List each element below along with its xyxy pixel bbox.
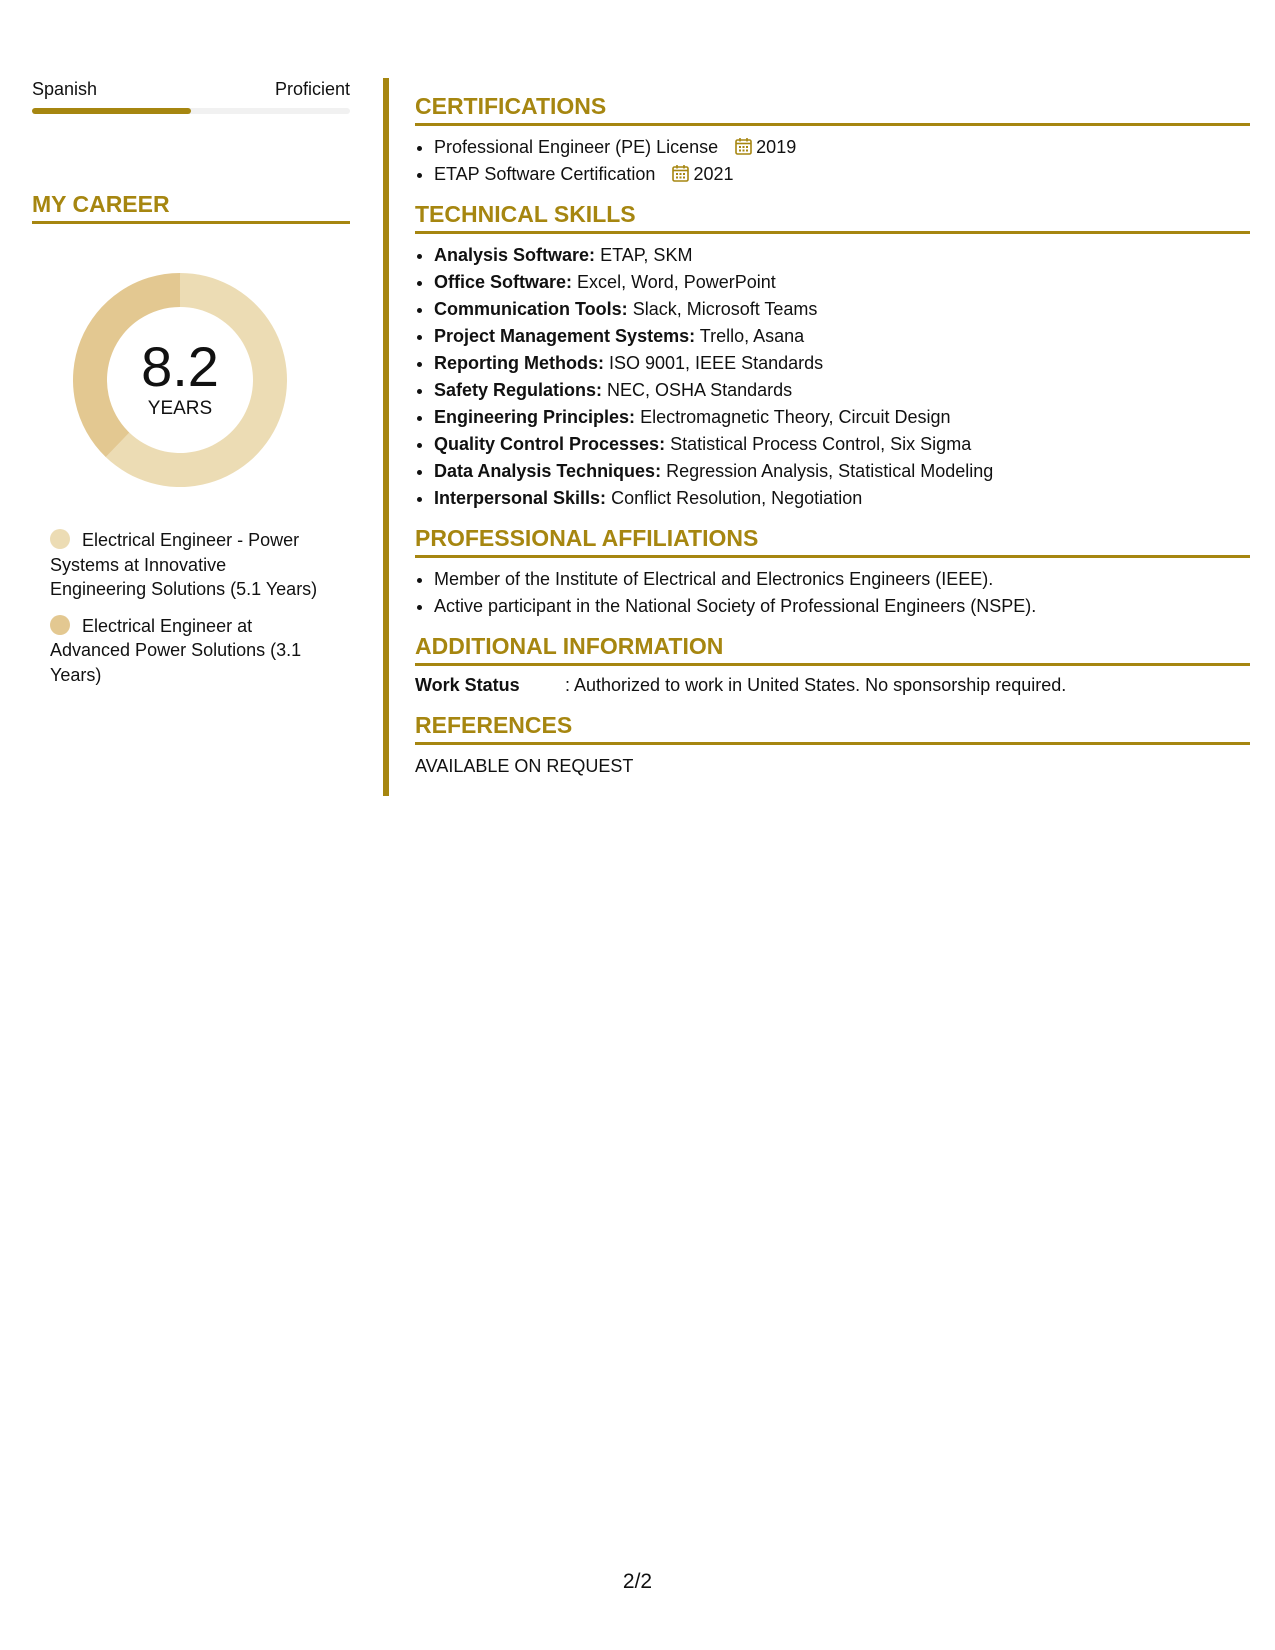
skill-label: Data Analysis Techniques: [434, 461, 662, 481]
skill-label: Project Management Systems: [434, 326, 696, 346]
skill-label: Engineering Principles: [434, 407, 636, 427]
certification-date [735, 137, 796, 157]
certification-item [434, 161, 1250, 188]
skill-value: Trello, Asana [699, 326, 805, 346]
skill-label: Communication Tools: [434, 299, 628, 319]
work-status-value: : Authorized to work in United States. No sponsorship required. [565, 675, 1067, 695]
career-total-value: 8.2 [141, 335, 219, 398]
skill-value: Regression Analysis, Statistical Modeling [666, 461, 994, 481]
affiliations-heading: PROFESSIONAL AFFILIATIONS [415, 524, 1250, 558]
career-total-unit: YEARS [147, 398, 213, 419]
skill-item [434, 485, 1250, 512]
career-legend-item [50, 614, 320, 688]
page-number: 2/2 [622, 1570, 653, 1593]
skill-item [434, 404, 1250, 431]
skill-value: Slack, Microsoft Teams [632, 299, 818, 319]
career-legend-item [50, 528, 320, 602]
affiliation-item: • Active participant in the National Society of Professional Engineers (NSPE). [434, 593, 1250, 620]
certification-year: 2019 [756, 137, 797, 157]
certification-date [672, 164, 733, 184]
additional-info-heading: ADDITIONAL INFORMATION [415, 632, 1250, 666]
career-role-label: Electrical Engineer at Advanced Power Solutions (3.1 Years) [50, 615, 302, 685]
donut-center [66, 335, 294, 420]
skill-label: Analysis Software: [434, 245, 596, 265]
skill-item [434, 350, 1250, 377]
career-heading: MY CAREER [32, 190, 350, 224]
certification-year: 2021 [693, 164, 734, 184]
skill-item [434, 296, 1250, 323]
legend-dot-icon [50, 615, 70, 635]
skill-label: Interpersonal Skills: [434, 488, 607, 508]
calendar-icon [735, 137, 752, 155]
language-proficiency-fill [32, 108, 191, 114]
affiliation-item: • Member of the Institute of Electrical and Electronics Engineers (IEEE). [434, 566, 1250, 593]
skill-value: Statistical Process Control, Six Sigma [670, 434, 972, 454]
certifications-section [415, 92, 1250, 188]
skill-item [434, 458, 1250, 485]
additional-info-section [415, 632, 1250, 699]
technical-skills-section [415, 200, 1250, 512]
skill-item [434, 269, 1250, 296]
affiliations-list [415, 566, 1250, 620]
column-divider [383, 78, 389, 796]
skill-value: Conflict Resolution, Negotiation [611, 488, 863, 508]
calendar-icon [672, 164, 689, 182]
skill-item [434, 242, 1250, 269]
legend-dot-icon [50, 529, 70, 549]
skill-label: Reporting Methods: [434, 353, 604, 373]
language-level: Proficient [274, 79, 350, 99]
skill-value: NEC, OSHA Standards [607, 380, 793, 400]
work-status-label: Work Status [415, 675, 520, 695]
career-legend [32, 528, 320, 687]
work-status-row [415, 672, 1250, 699]
certification-name: ETAP Software Certification [434, 164, 656, 184]
language-row [32, 78, 350, 100]
skill-value: Electromagnetic Theory, Circuit Design [640, 407, 951, 427]
skill-item [434, 323, 1250, 350]
language-proficiency-bar [32, 108, 350, 114]
references-heading: REFERENCES [415, 711, 1250, 745]
skill-label: Safety Regulations: [434, 380, 603, 400]
references-section [415, 711, 1250, 780]
skill-value: Excel, Word, PowerPoint [577, 272, 776, 292]
certification-item [434, 134, 1250, 161]
technical-skills-heading: TECHNICAL SKILLS [415, 200, 1250, 234]
affiliations-section [415, 524, 1250, 620]
language-name: Spanish [32, 79, 98, 99]
skill-label: Office Software: [434, 272, 573, 292]
skill-label: Quality Control Processes: [434, 434, 666, 454]
skill-value: ISO 9001, IEEE Standards [609, 353, 824, 373]
career-donut-chart [66, 266, 294, 494]
right-column [415, 92, 1250, 792]
skill-item [434, 377, 1250, 404]
technical-skills-list [415, 242, 1250, 512]
certification-name: Professional Engineer (PE) License [434, 137, 719, 157]
skill-item [434, 431, 1250, 458]
left-column [32, 78, 350, 699]
certifications-heading: CERTIFICATIONS [415, 92, 1250, 126]
certifications-list [415, 134, 1250, 188]
career-role-label: Electrical Engineer - Power Systems at Innovative Engineering Solutions (5.1 Years) [50, 530, 318, 599]
references-text: AVAILABLE ON REQUEST [415, 756, 634, 776]
skill-value: ETAP, SKM [600, 245, 693, 265]
